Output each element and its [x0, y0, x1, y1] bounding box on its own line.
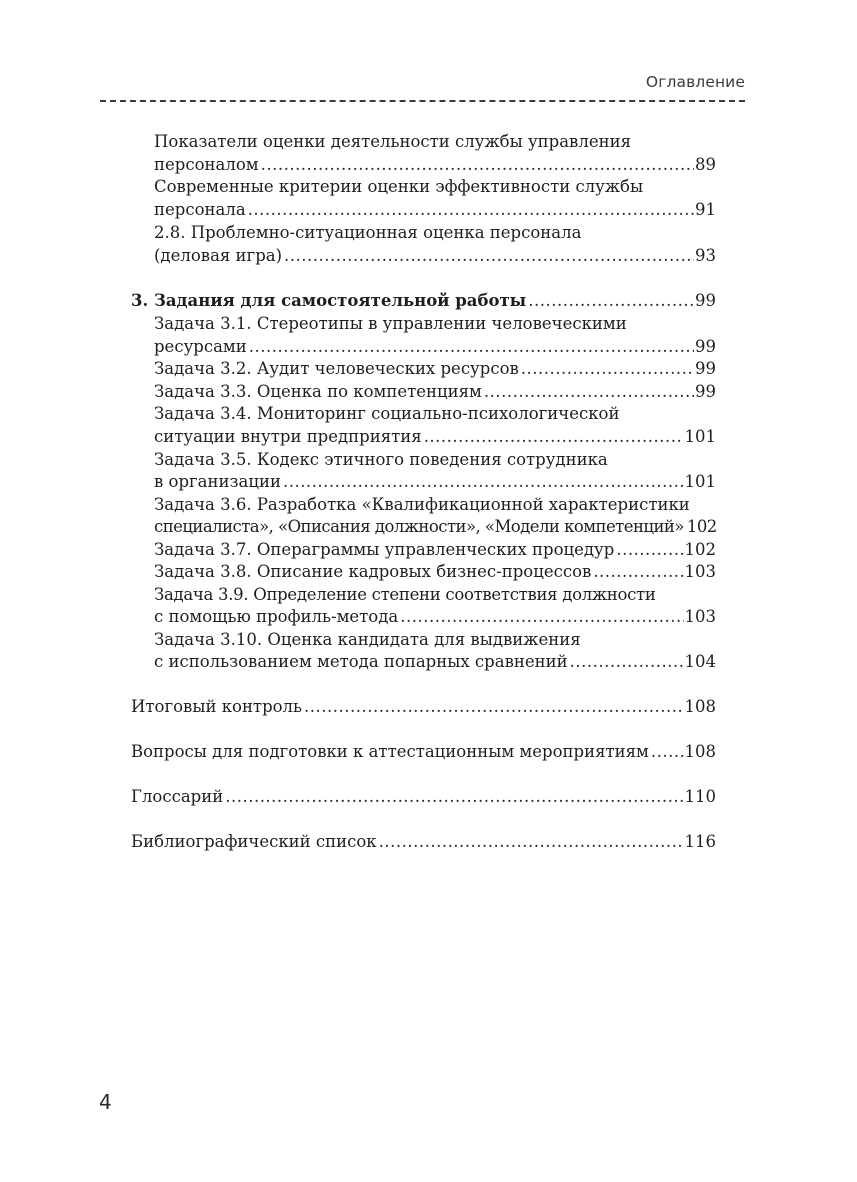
toc-page-number: 108: [684, 742, 716, 761]
toc-entry-link[interactable]: [154, 516, 716, 538]
toc-final-control-link[interactable]: [131, 696, 716, 718]
toc-page-number: 102: [684, 540, 716, 559]
toc-entry-line: Задача 3.9. Определение степени соответствия должности: [154, 585, 656, 604]
dot-leader: [616, 539, 683, 561]
toc-entry-link[interactable]: [154, 651, 716, 673]
toc-entry-line: Задача 3.4. Мониторинг социально-психологической: [154, 404, 620, 423]
toc-entry-line: Задача 3.1. Стереотипы в управлении человеческими: [154, 314, 627, 333]
dot-leader: [249, 336, 694, 358]
toc-entry-link[interactable]: [154, 154, 716, 176]
toc-section-title: 3. Задания для самостоятельной работы: [131, 291, 527, 310]
toc-entry-line: Задача 3.5. Кодекс этичного поведения сотрудника: [154, 450, 608, 469]
toc-entry-link[interactable]: [154, 471, 716, 493]
toc-entry-line: 2.8. Проблемно-ситуационная оценка персонала: [154, 223, 582, 242]
toc-entry-text: Итоговый контроль: [131, 697, 303, 716]
toc-entry-text: специалиста», «Описания должности», «Модели компетенций»: [154, 517, 684, 536]
toc-entry-text: персонала: [154, 200, 246, 219]
dot-leader: [521, 358, 694, 380]
toc-entry-line: Задача 3.10. Оценка кандидата для выдвижения: [154, 630, 581, 649]
toc-entry-text: с использованием метода попарных сравнений: [154, 652, 568, 671]
toc-entry-link[interactable]: [154, 358, 716, 380]
toc-page-number: 101: [684, 472, 716, 491]
toc-page-number: 103: [684, 562, 716, 581]
toc-entry-link[interactable]: [154, 561, 716, 583]
toc-entry-text: Задача 3.3. Оценка по компетенциям: [154, 382, 482, 401]
toc-entry-link[interactable]: [154, 606, 716, 628]
toc-page-number: 99: [695, 359, 716, 378]
toc-entry-text: (деловая игра): [154, 246, 283, 265]
toc-entry-text: Задача 3.7. Операграммы управленческих процедур: [154, 540, 615, 559]
toc-entry-text: Вопросы для подготовки к аттестационным мероприятиям: [131, 742, 649, 761]
dot-leader: [424, 426, 684, 448]
toc-page-number: 91: [695, 200, 716, 219]
toc-page-number: 101: [684, 427, 716, 446]
toc-page-number: 99: [695, 382, 716, 401]
dot-leader: [225, 786, 683, 808]
toc-bibliography-link[interactable]: [131, 831, 716, 853]
toc-entry-link[interactable]: [154, 336, 716, 358]
toc-page-number: 93: [695, 246, 716, 265]
toc-section-3-link[interactable]: [131, 290, 716, 312]
toc-entry-link[interactable]: [154, 245, 716, 267]
dot-leader: [484, 381, 694, 403]
dot-leader: [283, 471, 684, 493]
toc-entry-text: Глоссарий: [131, 787, 224, 806]
toc-entry-text: ситуации внутри предприятия: [154, 427, 422, 446]
toc-entry-link[interactable]: [154, 539, 716, 561]
toc-page-number: 103: [684, 607, 716, 626]
page-number: 4: [99, 1090, 112, 1114]
toc-entry-text: персоналом: [154, 155, 259, 174]
toc-glossary-link[interactable]: [131, 786, 716, 808]
toc-entry-link[interactable]: [154, 426, 716, 448]
toc-entry-line: Задача 3.6. Разработка «Квалификационной характеристики: [154, 495, 690, 514]
toc-entry-text: Библиографический список: [131, 832, 377, 851]
toc-page-number: 116: [684, 832, 716, 851]
toc-entry-line: Показатели оценки деятельности службы управления: [154, 132, 631, 151]
toc-entry-text: с помощью профиль-метода: [154, 607, 399, 626]
toc-entry-text: Задача 3.8. Описание кадровых бизнес-процессов: [154, 562, 592, 581]
dot-leader: [528, 290, 694, 312]
toc-page-number: 102: [686, 517, 717, 536]
dot-leader: [400, 606, 683, 628]
toc-page-number: 110: [684, 787, 716, 806]
dot-leader: [593, 561, 683, 583]
toc-entry-text: в организации: [154, 472, 281, 491]
toc-entry-text: Задача 3.2. Аудит человеческих ресурсов: [154, 359, 519, 378]
dot-leader: [651, 741, 684, 763]
toc-entry-link[interactable]: [154, 381, 716, 403]
toc-page-number: 108: [684, 697, 716, 716]
header-dashed-rule: [100, 100, 745, 102]
dot-leader: [379, 831, 684, 853]
toc-entry-line: Современные критерии оценки эффективности службы: [154, 177, 644, 196]
dot-leader: [284, 245, 694, 267]
toc-page-number: 104: [684, 652, 716, 671]
toc-page-number: 99: [695, 291, 716, 310]
toc-page-number: 99: [695, 337, 716, 356]
dot-leader: [248, 199, 694, 221]
toc-entry-text: ресурсами: [154, 337, 247, 356]
toc-questions-link[interactable]: [131, 741, 716, 763]
dot-leader: [304, 696, 683, 718]
dot-leader: [570, 651, 684, 673]
toc-entry-link[interactable]: [154, 199, 716, 221]
toc-page-number: 89: [695, 155, 716, 174]
dot-leader: [261, 154, 694, 176]
running-head: Оглавление: [645, 73, 745, 91]
